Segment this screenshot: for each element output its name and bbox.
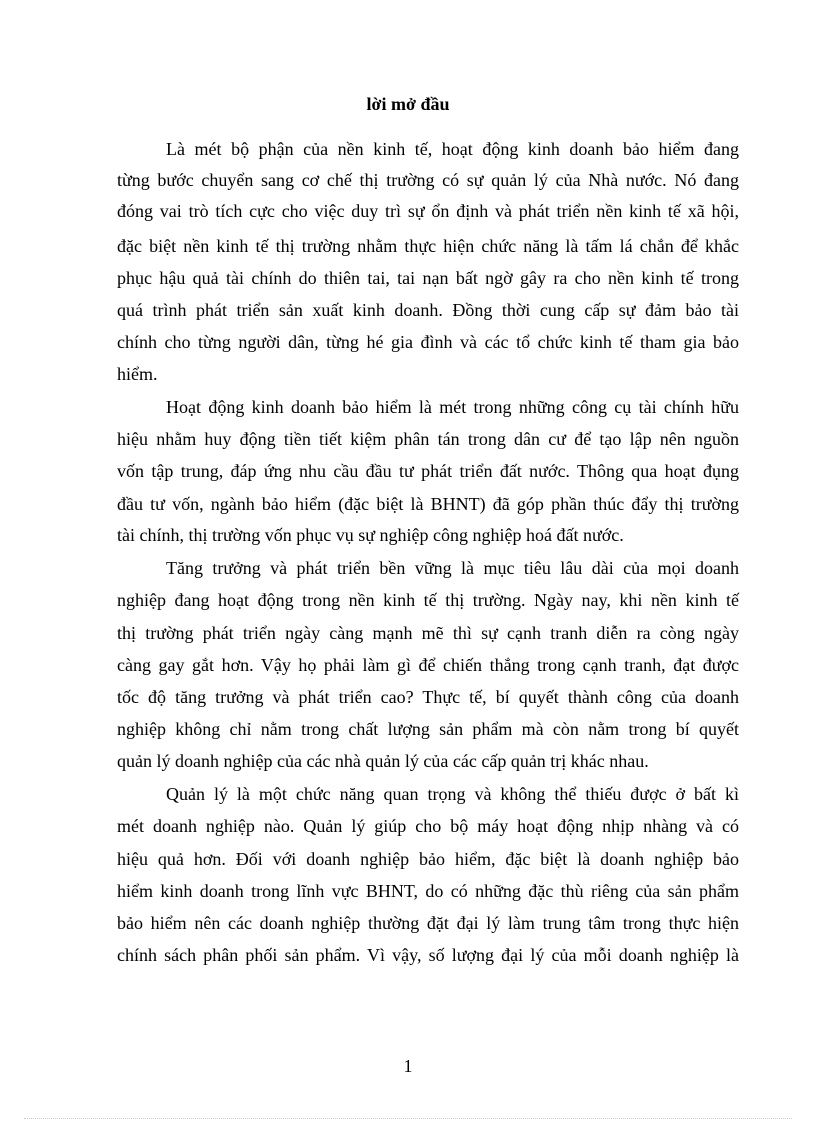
text-line: Hoạt động kinh doanh bảo hiểm là mét trong những công cụ tài chính hữu — [166, 397, 739, 417]
text-line: Tăng trưởng và phát triển bền vững là mục tiêu lâu dài của mọi doanh — [166, 558, 739, 578]
text-line: nghiệp đang hoạt động trong nền kinh tế thị trường. Ngày nay, khi nền kinh tế — [117, 590, 739, 610]
text-line: quản lý doanh nghiệp của các nhà quản lý của các cấp quản trị khác nhau. — [117, 751, 649, 771]
text-line: mét doanh nghiệp nào. Quản lý giúp cho bộ máy hoạt động nhịp nhàng và có — [117, 816, 739, 836]
text-line: phục hậu quả tài chính do thiên tai, tai nạn bất ngờ gây ra cho nền kinh tế trong — [117, 268, 739, 288]
text-line: hiệu nhằm huy động tiền tiết kiệm phân tán trong dân cư để tạo lập nên nguồn — [117, 429, 739, 449]
text-line: hiểm kinh doanh trong lĩnh vực BHNT, do có những đặc thù riêng của sản phẩm — [117, 881, 739, 901]
text-line: Là mét bộ phận của nền kinh tế, hoạt động kinh doanh bảo hiểm đang — [166, 139, 739, 159]
text-line: đầu tư vốn, ngành bảo hiểm (đặc biệt là BHNT) đã góp phần thúc đẩy thị trường — [117, 494, 739, 514]
text-line: chính cho từng người dân, từng hé gia đình và các tổ chức kinh tế tham gia bảo — [117, 332, 739, 352]
text-line: từng bước chuyển sang cơ chế thị trường có sự quản lý của Nhà nước. Nó đang — [117, 170, 739, 190]
page-number: 1 — [403, 1056, 413, 1076]
document-title: lời mở đầu — [366, 94, 450, 114]
text-line: nghiệp không chỉ nằm trong chất lượng sản phẩm mà còn nằm trong bí quyết — [117, 719, 739, 739]
text-line: càng gay gắt hơn. Vậy họ phải làm gì để chiến thắng trong cạnh tranh, đạt được — [117, 655, 739, 675]
text-line: Quản lý là một chức năng quan trọng và không thể thiếu được ở bất kì — [166, 784, 739, 804]
text-line: đặc biệt nền kinh tế thị trường nhằm thực hiện chức năng là tấm lá chắn để khắc — [117, 236, 739, 256]
text-line: quá trình phát triển sản xuất kinh doanh. Đồng thời cung cấp sự đảm bảo tài — [117, 300, 739, 320]
text-line: tốc độ tăng trưởng và phát triển cao? Thực tế, bí quyết thành công của doanh — [117, 687, 739, 707]
text-line: đóng vai trò tích cực cho việc duy trì sự ổn định và phát triển nền kinh tế xã hội, — [117, 201, 739, 221]
text-line: tài chính, thị trường vốn phục vụ sự nghiệp công nghiệp hoá đất nước. — [117, 525, 624, 545]
text-line: hiệu quả hơn. Đối với doanh nghiệp bảo hiểm, đặc biệt là doanh nghiệp bảo — [117, 849, 739, 869]
text-line: chính sách phân phối sản phẩm. Vì vậy, số lượng đại lý của mỗi doanh nghiệp là — [117, 945, 739, 965]
text-line: bảo hiểm nên các doanh nghiệp thường đặt đại lý làm trung tâm trong thực hiện — [117, 913, 739, 933]
text-line: hiểm. — [117, 364, 158, 384]
text-line: thị trường phát triển ngày càng mạnh mẽ thì sự cạnh tranh diễn ra còng ngày — [117, 623, 739, 643]
page-bottom-divider — [24, 1118, 792, 1119]
text-line: vốn tập trung, đáp ứng nhu cầu đầu tư phát triển đất nước. Thông qua hoạt đụng — [117, 461, 739, 481]
